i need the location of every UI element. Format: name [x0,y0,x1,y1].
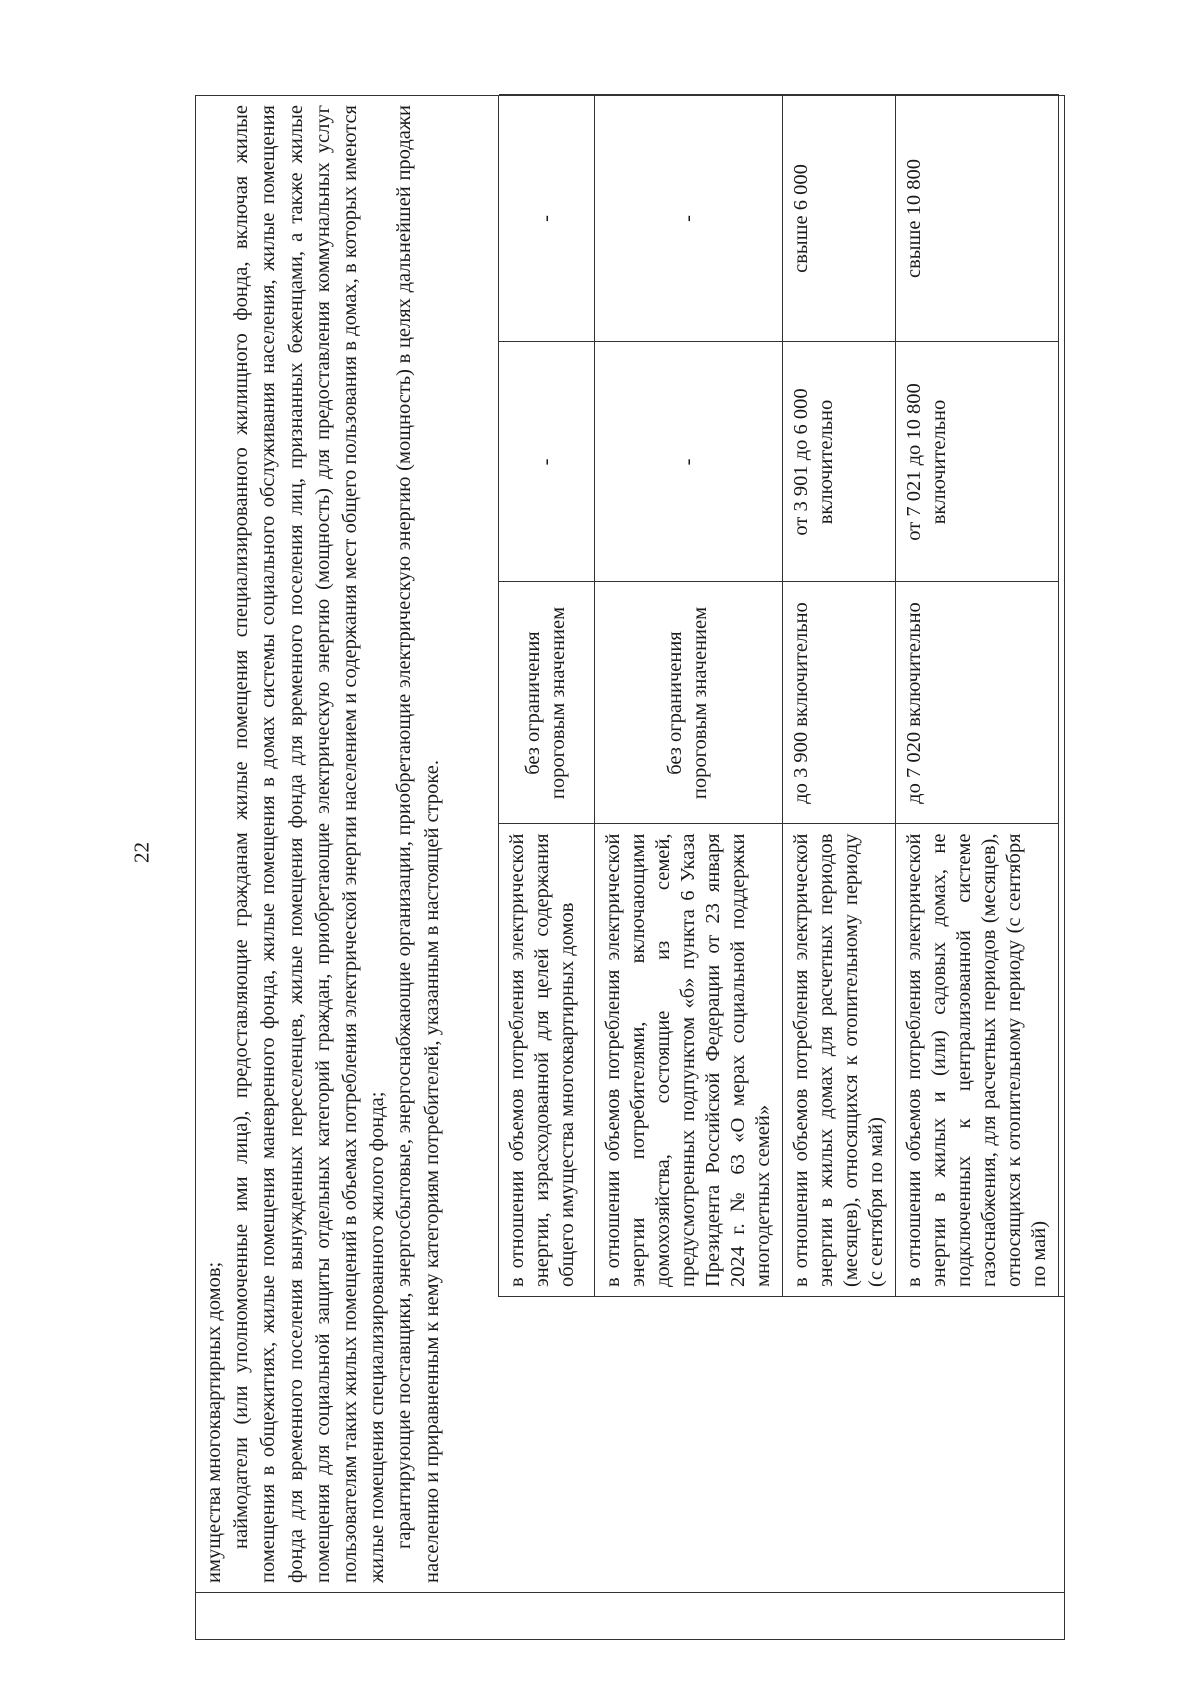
intro-paragraph-landlords: наймодатели (или уполномоченные ими лица), предоставляющие гражданам жилые помещения специализированного жилищного фонда, включая жилые помещения в общежитиях, жилые помещения маневренного фонда, жилые помещения в домах системы социального обслуживания населения, жилые помещения фонда для временного поселения вынужденных переселенцев, жилые помещения фонда для временного поселения лиц, признанных беженцами, а также жилые помещения для социальной защиты отдельных категорий граждан, приобретающие электрическую энергию (мощность) для предоставления коммунальных услуг пользователям таких жилых помещений в объемах потребления электрической энергии населением и содержания мест общего пользования в домах, в которых имеются жилые помещения специализированного жилого фонда; [230,105,389,1583]
table-row [782,95,895,1296]
row-2-description: в отношении объемов потребления электрической энергии в жилых домах для расчетных периодов (месяцев), относящихся к отопительному периоду (с сентября по май) [782,824,895,1296]
row-2-range-1: до 3 900 включительно [782,582,895,824]
row-1-range-3: - [594,95,782,342]
row-3-range-2: от 7 021 до 10 800 включительно [895,342,1058,582]
row-0-range-1: без ограничения пороговым значением [499,582,594,824]
table-row [499,95,594,1296]
intro-paragraph-0: имущества многоквартирных домов; [203,1261,225,1583]
page-number: 22 [129,842,154,863]
page-content-rotated [195,95,1065,1640]
row-0-range-2: - [499,342,594,582]
tariff-threshold-table [498,95,1065,1297]
row-1-range-1: без ограничения пороговым значением [594,582,782,824]
row-3-range-1: до 7 020 включительно [895,582,1058,824]
row-1-description: в отношении объемов потребления электрической энергии потребителями, включающими домохозяйства, состоящие из семей, предусмотренных подпунктом «б» пункта 6 Указа Президента Российской Федерации от 23 января 2024 г. № 63 «О мерах социальной поддержки многодетных семей» [594,824,782,1296]
left-empty-column [195,1592,1065,1640]
row-2-range-2: от 3 901 до 6 000 включительно [782,342,895,582]
row-3-range-3: свыше 10 800 [895,95,1058,342]
table-row [594,95,782,1296]
row-2-range-3: свыше 6 000 [782,95,895,342]
row-3-description: в отношении объемов потребления электрической энергии в жилых и (или) садовых домах, не подключенных к централизованной системе газоснабжения, для расчетных периодов (месяцев), относящихся к отопительному периоду (с сентября по май) [895,824,1058,1296]
row-1-range-2: - [594,342,782,582]
table-row [895,95,1058,1296]
row-0-range-3: - [499,95,594,342]
row-0-description: в отношении объемов потребления электрической энергии, израсходованной для целей содержания общего имущества многоквартирных домов [499,824,594,1296]
intro-paragraph-suppliers: гарантирующие поставщики, энергосбытовые, энергоснабжающие организации, приобретающие электрическую энергию (мощность) в целях дальнейшей продажи населению и приравненным к нему категориям потребителей, указанным в настоящей строке. [393,105,443,1583]
